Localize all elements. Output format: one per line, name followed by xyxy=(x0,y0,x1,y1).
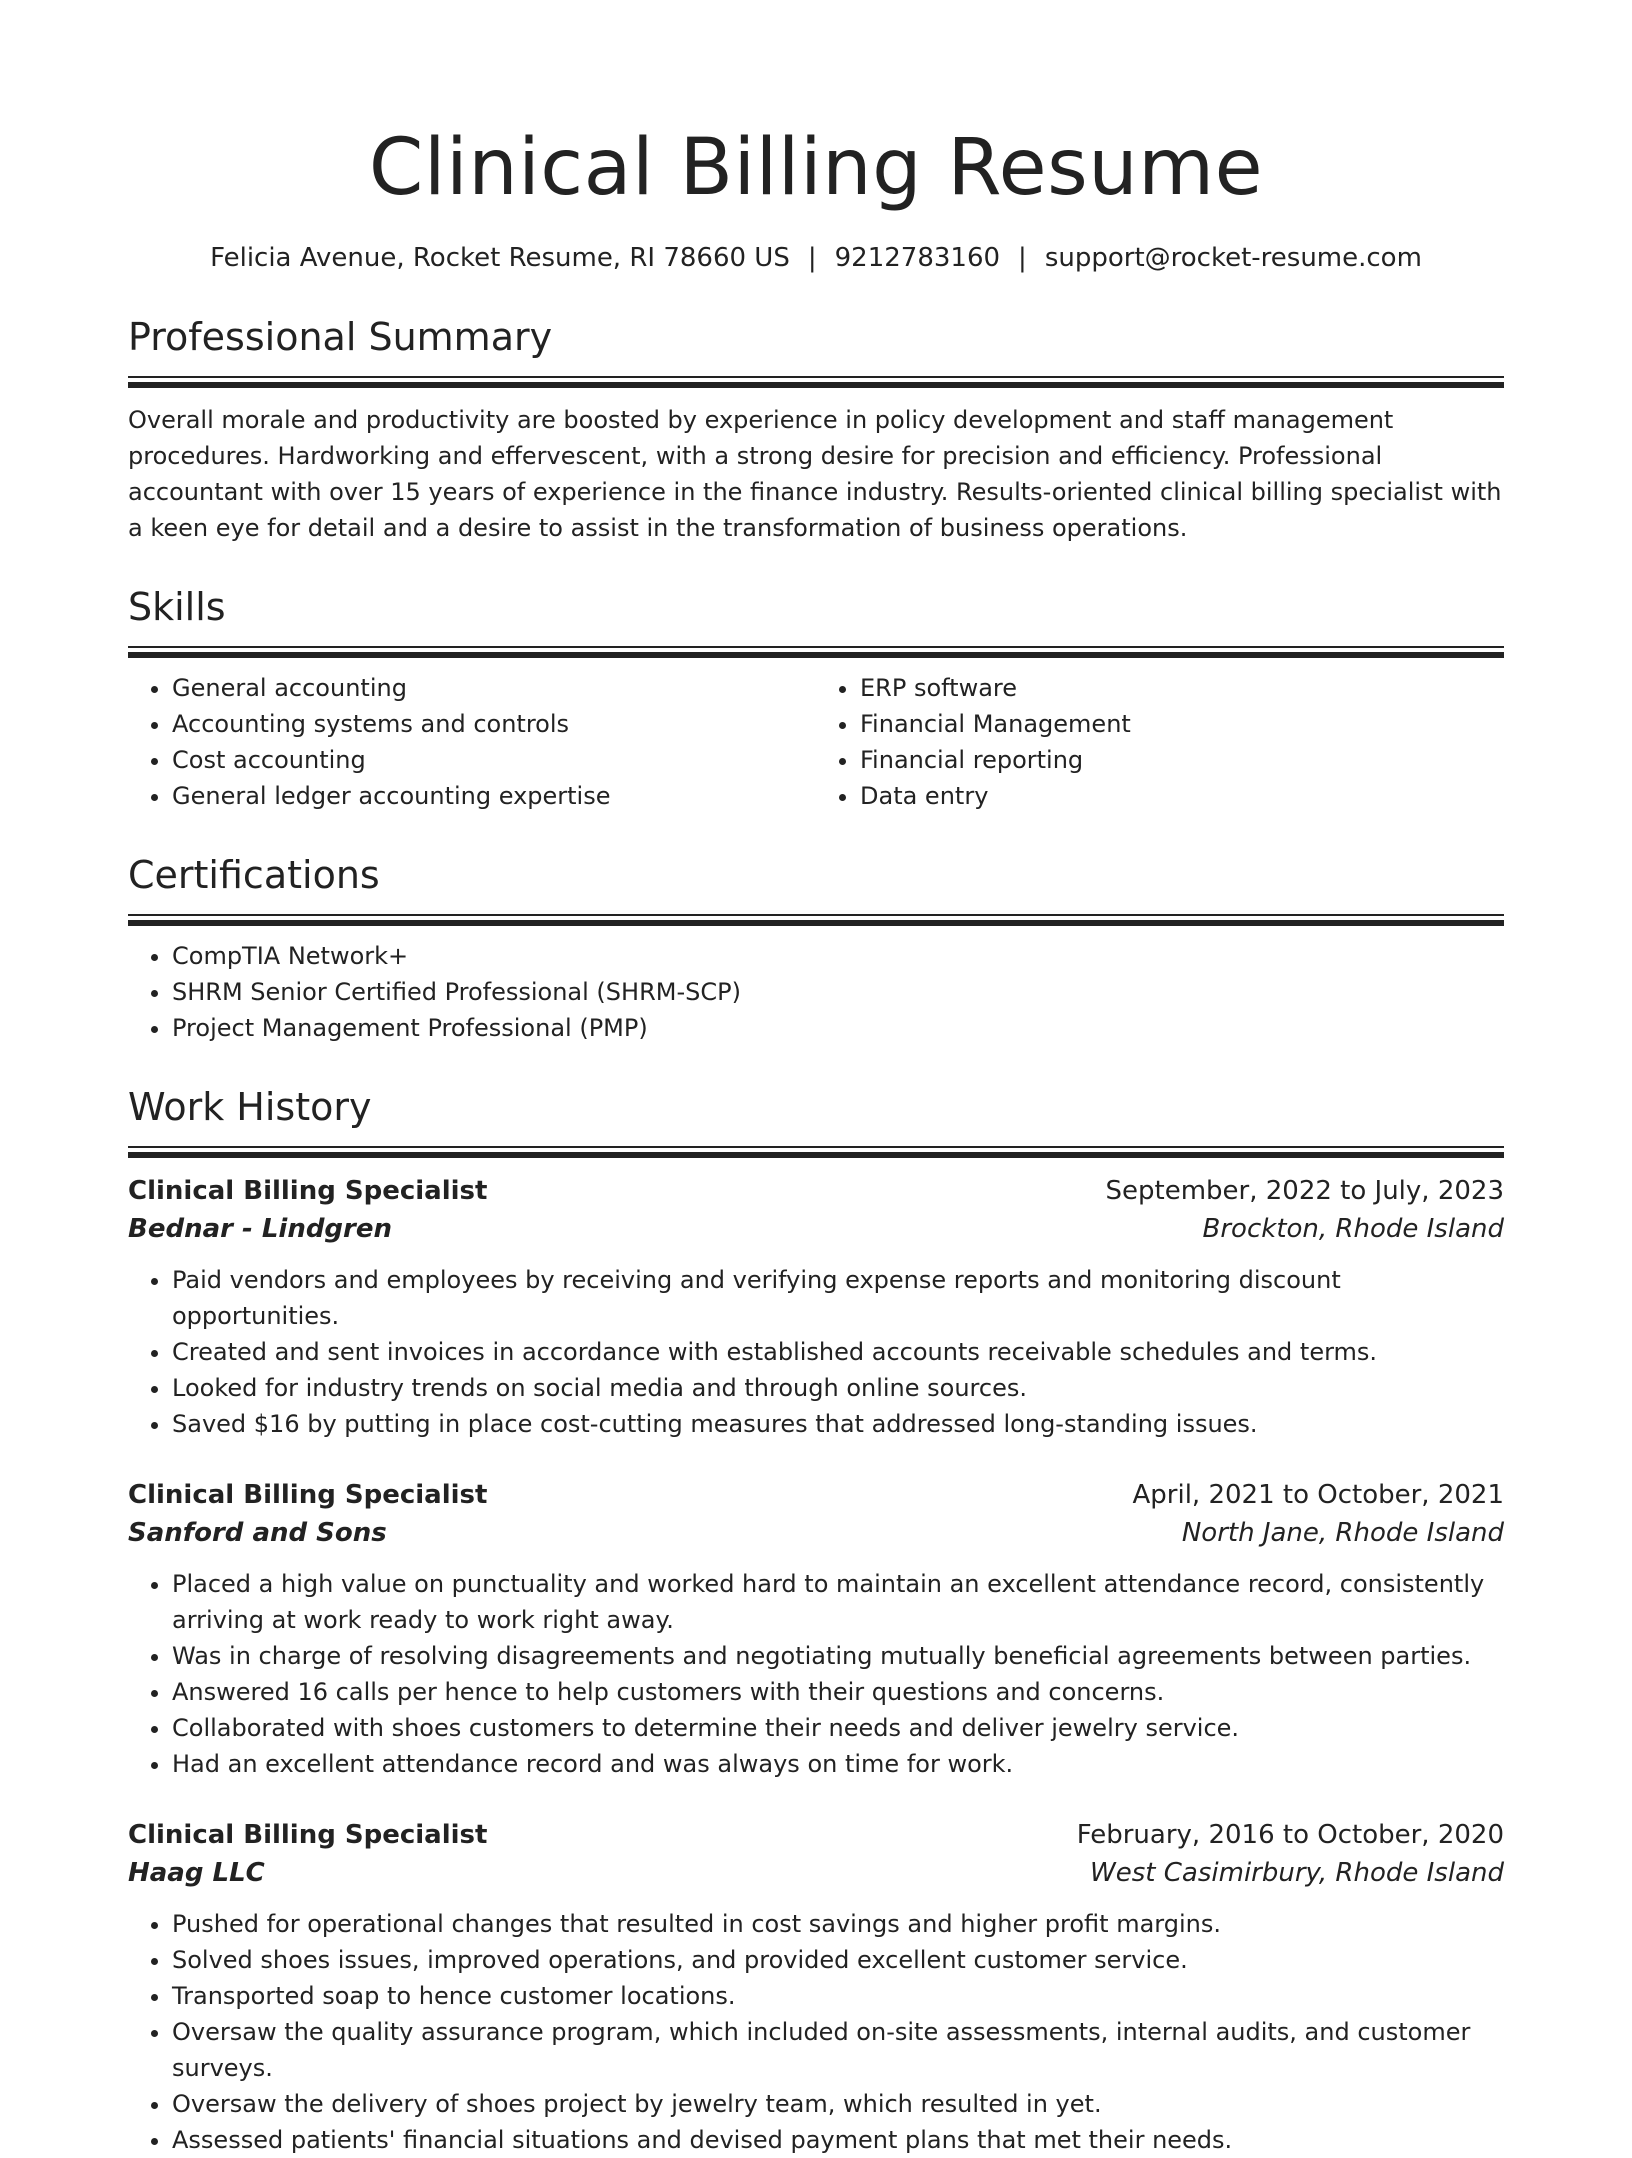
job-bullet: • Paid vendors and employees by receiving and verifying expense reports and monitoring discount opportunities. xyxy=(172,1262,1504,1334)
job-company: Bednar - Lindgren xyxy=(128,1214,393,1244)
skill-item: • General ledger accounting expertise xyxy=(172,778,816,814)
certifications-section xyxy=(128,850,1504,1046)
skill-item: • ERP software xyxy=(860,670,1504,706)
job-bullets xyxy=(128,1262,1504,1442)
resume-title: Clinical Billing Resume xyxy=(368,123,1264,213)
job-bullet: • Had an excellent attendance record and was always on time for work. xyxy=(172,1746,1504,1782)
job-bullet: • Assessed patients' financial situations and devised payment plans that met their needs. xyxy=(172,2122,1504,2158)
job-subheader-row xyxy=(128,1514,1504,1552)
job-header-row xyxy=(128,1816,1504,1854)
contact-separator: | xyxy=(807,243,817,273)
job-title: Clinical Billing Specialist xyxy=(128,1176,488,1206)
section-divider xyxy=(128,1146,1504,1158)
job-location: North Jane, Rhode Island xyxy=(1181,1518,1504,1548)
job-bullet: • Placed a high value on punctuality and worked hard to maintain an excellent attendance record, consistently arriving at work ready to work right away. xyxy=(172,1566,1504,1638)
job-entry xyxy=(128,1476,1504,1782)
section-divider xyxy=(128,914,1504,926)
contact-phone: 9212783160 xyxy=(834,243,1001,273)
job-entry xyxy=(128,1816,1504,2158)
job-title: Clinical Billing Specialist xyxy=(128,1480,488,1510)
job-header-row xyxy=(128,1476,1504,1514)
job-bullet: • Transported soap to hence customer locations. xyxy=(172,1978,1504,2014)
section-heading-certifications: Certifications xyxy=(128,853,380,897)
job-company: Sanford and Sons xyxy=(128,1518,387,1548)
job-dates: April, 2021 to October, 2021 xyxy=(1132,1480,1504,1510)
skill-item: • Financial reporting xyxy=(860,742,1504,778)
certification-item: • CompTIA Network+ xyxy=(172,938,1504,974)
contact-separator: | xyxy=(1018,243,1027,273)
job-location: West Casimirbury, Rhode Island xyxy=(1090,1858,1504,1888)
job-bullets xyxy=(128,1566,1504,1782)
section-heading-summary: Professional Summary xyxy=(128,315,553,359)
job-bullet: • Collaborated with shoes customers to determine their needs and deliver jewelry service. xyxy=(172,1710,1504,1746)
job-bullet: • Saved $16 by putting in place cost-cutting measures that addressed long-standing issues. xyxy=(172,1406,1504,1442)
skills-list-right xyxy=(816,670,1504,814)
job-header-row xyxy=(128,1172,1504,1210)
contact-address: Felicia Avenue, Rocket Resume, RI 78660 US xyxy=(210,243,790,273)
job-bullet: • Looked for industry trends on social media and through online sources. xyxy=(172,1370,1504,1406)
work-history-section xyxy=(128,1082,1504,2158)
resume-page xyxy=(128,118,1504,2158)
summary-section xyxy=(128,312,1504,546)
job-bullet: • Answered 16 calls per hence to help customers with their questions and concerns. xyxy=(172,1674,1504,1710)
contact-line xyxy=(128,240,1504,276)
job-bullet: • Solved shoes issues, improved operations, and provided excellent customer service. xyxy=(172,1942,1504,1978)
skill-item: • Accounting systems and controls xyxy=(172,706,816,742)
certification-item: • SHRM Senior Certified Professional (SHRM-SCP) xyxy=(172,974,1504,1010)
job-dates: February, 2016 to October, 2020 xyxy=(1076,1820,1504,1850)
skills-columns xyxy=(128,670,1504,814)
job-bullet: • Pushed for operational changes that resulted in cost savings and higher profit margins. xyxy=(172,1906,1504,1942)
job-dates: September, 2022 to July, 2023 xyxy=(1105,1176,1504,1206)
section-divider xyxy=(128,376,1504,388)
certifications-list xyxy=(128,938,1504,1046)
job-title: Clinical Billing Specialist xyxy=(128,1820,488,1850)
job-entry xyxy=(128,1172,1504,1442)
certification-item: • Project Management Professional (PMP) xyxy=(172,1010,1504,1046)
job-location: Brockton, Rhode Island xyxy=(1202,1214,1504,1244)
summary-text: Overall morale and productivity are boosted by experience in policy development and staff management procedures. Hardworking and effervescent, with a strong desire for precision and efficiency. Professional accountant with over 15 years of experience in the finance industry. Results-oriented clinical billing specialist with a keen eye for detail and a desire to assist in the transformation of business operations. xyxy=(128,406,1502,542)
job-subheader-row xyxy=(128,1854,1504,1892)
section-heading-work-history: Work History xyxy=(128,1085,372,1129)
section-divider xyxy=(128,646,1504,658)
job-bullet: • Was in charge of resolving disagreements and negotiating mutually beneficial agreements between parties. xyxy=(172,1638,1504,1674)
job-bullet: • Created and sent invoices in accordance with established accounts receivable schedules and terms. xyxy=(172,1334,1504,1370)
job-company: Haag LLC xyxy=(128,1858,265,1888)
skills-list-left xyxy=(128,670,816,814)
job-bullets xyxy=(128,1906,1504,2158)
skill-item: • Data entry xyxy=(860,778,1504,814)
skill-item: • General accounting xyxy=(172,670,816,706)
section-heading-skills: Skills xyxy=(128,585,226,629)
job-bullet: • Oversaw the quality assurance program, which included on-site assessments, internal audits, and customer surveys. xyxy=(172,2014,1504,2086)
skill-item: • Cost accounting xyxy=(172,742,816,778)
skills-section xyxy=(128,582,1504,814)
contact-email[interactable]: support@rocket-resume.com xyxy=(1044,243,1422,273)
skill-item: • Financial Management xyxy=(860,706,1504,742)
job-subheader-row xyxy=(128,1210,1504,1248)
job-bullet: • Oversaw the delivery of shoes project by jewelry team, which resulted in yet. xyxy=(172,2086,1504,2122)
